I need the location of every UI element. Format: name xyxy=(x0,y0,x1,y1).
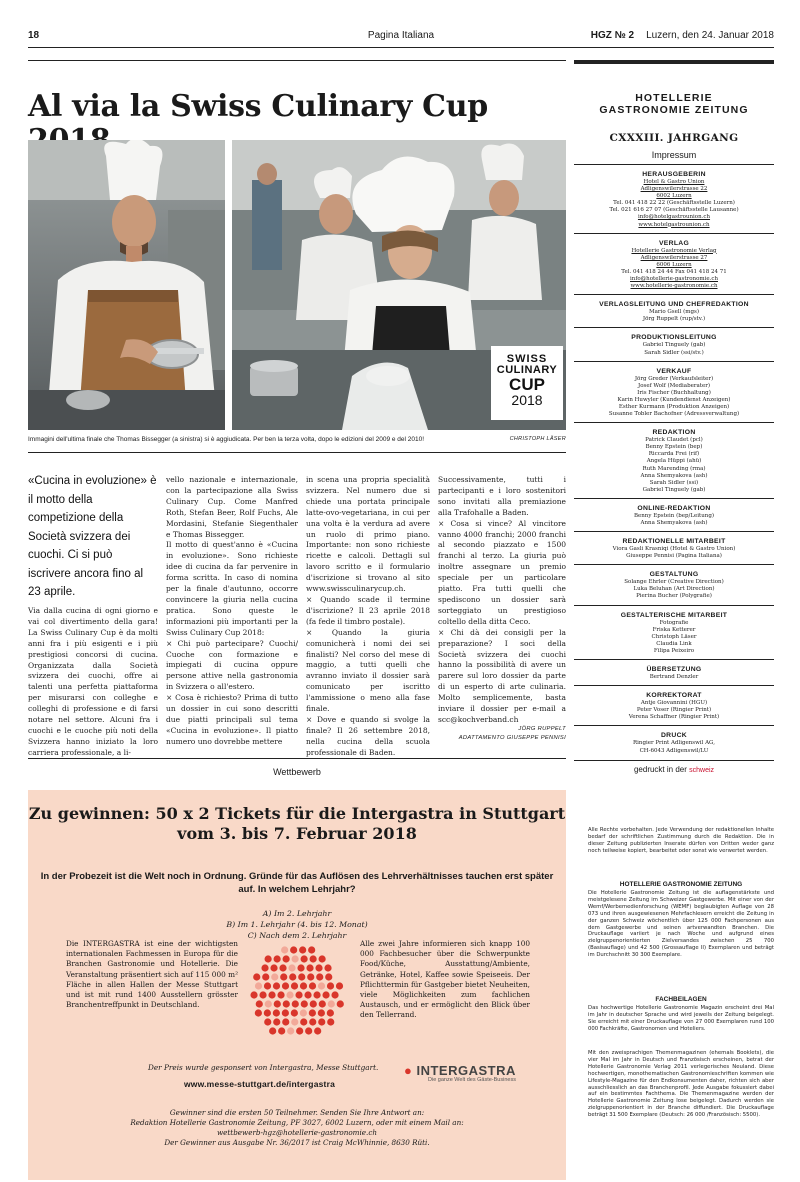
impressum-line: Ruth Marending (rma) xyxy=(642,465,706,472)
contest-label: Wettbewerb xyxy=(273,767,321,777)
globe-dot xyxy=(324,964,331,971)
contest-option-a: A) Im 2. Lehrjahr xyxy=(262,909,332,918)
globe-dot xyxy=(319,1000,326,1007)
hgz-heading: HOTELLERIE GASTRONOMIE ZEITUNG xyxy=(619,881,743,888)
globe-dot xyxy=(261,964,268,971)
globe-dot xyxy=(282,1009,289,1016)
contest-option-b: B) Im 1. Lehrjahr (4. bis 12. Monat) xyxy=(226,920,368,929)
globe-dot xyxy=(307,973,314,980)
header-rule xyxy=(28,47,774,48)
globe-dot xyxy=(319,955,326,962)
impressum-line: Josef Wolf (Mediaberater) xyxy=(637,382,711,389)
globe-dot xyxy=(280,973,287,980)
globe-dot xyxy=(255,982,262,989)
impressum-line: Claudia Link xyxy=(656,640,692,647)
globe-dot xyxy=(295,991,302,998)
contest-top-rule xyxy=(28,758,566,759)
impressum-line: Gabriel Tinguely (gab) xyxy=(642,342,706,349)
impressum-line: Verena Schaffner (Ringier Print) xyxy=(628,714,720,721)
impressum-line[interactable]: www.hotelgastrounion.ch xyxy=(638,221,710,228)
globe-dot xyxy=(282,982,289,989)
globe-dot xyxy=(255,1009,262,1016)
contest-title: Zu gewinnen: 50 x 2 Tickets für die Intergastra in Stuttgart vom 3. bis 7. Februar 2018 xyxy=(28,804,566,843)
intergastra-mark-icon: ● xyxy=(404,1063,413,1078)
impressum-line: Tel. 041 418 22 22 (Geschäftsstelle Luzern) xyxy=(613,200,735,207)
chef-photo-left xyxy=(28,140,225,430)
impressum-line[interactable]: www.hotellerie-gastronomie.ch xyxy=(630,283,718,290)
impressum-section-title: GESTALTERISCHE MITARBEIT xyxy=(620,611,728,619)
globe-dot xyxy=(286,991,293,998)
globe-dot xyxy=(274,1000,281,1007)
impressum-line: Tel. 041 418 24 44 Fax 041 418 24 71 xyxy=(621,268,727,275)
globe-dot xyxy=(327,1009,334,1016)
impressum-section-title: REDAKTIONELLE MITARBEIT xyxy=(622,538,726,546)
globe-dot xyxy=(271,973,278,980)
globe-dot xyxy=(318,982,325,989)
intergastra-logo xyxy=(404,1063,544,1083)
globe-dot xyxy=(308,946,315,953)
impressum-line: Peter Voser (Ringier Print) xyxy=(636,707,712,714)
impressum-line: Benny Epstein (bep) xyxy=(645,444,703,451)
masthead: HOTELLERIE GASTRONOMIE ZEITUNG xyxy=(599,92,749,116)
globe-dot xyxy=(304,991,311,998)
section-name: Pagina Italiana xyxy=(367,30,435,41)
intergastra-wordmark: ● INTERGASTRA xyxy=(404,1063,516,1078)
globe-dot xyxy=(336,982,343,989)
impressum-section-title: REDAKTION xyxy=(652,429,696,437)
globe-dot xyxy=(281,946,288,953)
impressum-line: Benny Epstein (bep/Leitung) xyxy=(633,512,715,519)
hgz-text: Die Hotellerie Gastronomie Zeitung ist die auflagenstärkste und meistgelesene Zeitung im Schweizer Gastgewerbe. Mit einer von der Wemf/Werbemedienforschung (WEMF) beglaubigten Auflage von 28 073 und ihren ausgewiesenen Mehrfachlesern erreicht die Zeitung in der ganzen Schweiz wöchentlich über 125 000 Fachpersonen aus dem Gastgewerbe und seinen artverwandten Branchen. Die Druckauflage variiert je nach Woche und aufgrund eines zielgruppenorientierten Zielversandes zwischen 25 700 (Basisauflage) und 42 500 (Grossauflage II) Exemplaren und beträgt im Durchschnitt 30 300 Exemplare. xyxy=(588,890,774,959)
globe-dot xyxy=(297,964,304,971)
page-number: 18 xyxy=(28,30,40,41)
page-header xyxy=(28,30,774,46)
globe-dot xyxy=(289,973,296,980)
globe-dot xyxy=(327,982,334,989)
globe-dot xyxy=(283,1000,290,1007)
globe-dot xyxy=(269,1027,276,1034)
impressum-section-title: ÜBERSETZUNG xyxy=(646,666,702,674)
contest-question: In der Probezeit ist die Welt noch in Ordnung. Gründe für das Auflösen des Lehrverhältnisses tauchen erst später auf. In welchem Lehrjahr? xyxy=(40,871,554,895)
tomato-globe-graphic xyxy=(245,935,350,1055)
globe-dot xyxy=(288,964,295,971)
article-title: Al via la Swiss Culinary Cup xyxy=(28,89,488,124)
globe-dot xyxy=(262,973,269,980)
impressum-line: Sarah Sidler (ssi) xyxy=(649,479,699,486)
impressum-line: Esther Kurmann (Produktion Anzeigen) xyxy=(618,403,730,410)
globe-dot xyxy=(310,955,317,962)
impressum-line: Tel. 021 616 27 07 (Geschäftsstelle Lausanne) xyxy=(609,207,739,214)
contest-url[interactable]: www.messe-stuttgart.de/intergastra xyxy=(184,1079,336,1089)
globe-dot xyxy=(300,1009,307,1016)
globe-dot xyxy=(291,1009,298,1016)
impressum-line: Christoph Läser xyxy=(651,633,697,640)
impressum-line: Riccarda Frei (rif) xyxy=(648,451,700,458)
globe-dot xyxy=(291,982,298,989)
globe-dot xyxy=(318,1009,325,1016)
globe-dot xyxy=(259,991,266,998)
issue-info xyxy=(591,30,774,41)
impressum-sidebar xyxy=(574,92,774,774)
winners-line-2: Redaktion Hotellerie Gastronomie Zeitung, PF 3027, 6002 Luzern, oder mit einem Mail an: xyxy=(130,1118,464,1127)
photo-credit: CHRISTOPH LÄSER xyxy=(509,436,566,442)
article-lead: «Cucina in evoluzione» è il motto della competizione della Società svizzera dei cuochi. Ci si può iscrivere ancora fino al 23 aprile. xyxy=(28,475,157,598)
globe-dot xyxy=(253,973,260,980)
globe-dot xyxy=(277,991,284,998)
globe-dot xyxy=(264,1009,271,1016)
impressum-line: Solange Ehrler (Creative Direction) xyxy=(624,579,724,586)
impressum-line: Adligenswilerstrasse 27 xyxy=(640,254,708,261)
impressum-line: CH-6043 Adligenswil/LU xyxy=(639,747,709,754)
impressum-line: Patrick Claudet (pcl) xyxy=(645,437,703,444)
winners-line-3: wettbewerb-hgz@hotellerie-gastronomie.ch xyxy=(217,1128,377,1137)
impressum-section-title: VERKAUF xyxy=(656,367,692,375)
impressum-line: Ringier Print Adligenswil AG, xyxy=(633,740,715,747)
globe-dot xyxy=(309,1018,316,1025)
impressum-line: Karin Huwyler (Kundendienst Anzeigen) xyxy=(617,396,731,403)
issue-number: HGZ № 2 xyxy=(590,30,635,41)
fachbeilagen-text-2: Mit den zweisprachigen Themenmagazinen (ehemals Booklets), die vier Mal im Jahr in Deutsch und Französisch erscheinen, betrat der Hotellerie Gastronomie Verlag 2011 verlegerisches Neuland. Diese hochwertigen, monothematischen Gastronomieschriften kommen wie Lifestyle-Magazine für den Endkonsumenten daher, richten sich aber ausschliesslich an das Branchenprofil. Jede Ausgabe fokussiert dabei auf ein bestimmtes Fachthema. Die Themenmagazine werden der Hotellerie Gastronomie Zeitung lose beigelegt. Dadurch werden sie zielgruppenorientiert in der Branche diffundiert. Die Druckauflage beträgt 31 500 Exemplare (Deutsch: 26 000 /Französisch: 5500). xyxy=(588,1050,774,1119)
chef-photo-right xyxy=(232,140,566,430)
tomato-globe-icon xyxy=(245,935,350,1055)
globe-dot xyxy=(300,1018,307,1025)
impressum-line: Anna Shemyakova (ash) xyxy=(640,520,708,526)
globe-dot xyxy=(328,1000,335,1007)
impressum-line: Iris Fischer (Buchhaltung) xyxy=(637,389,711,396)
impressum-section-title: GESTALTUNG xyxy=(649,571,699,579)
globe-dot xyxy=(273,982,280,989)
globe-dot xyxy=(274,955,281,962)
globe-dot xyxy=(314,1027,321,1034)
impressum-line: Filipa Peixeiro xyxy=(653,647,695,654)
globe-dot xyxy=(292,955,299,962)
impressum-line[interactable]: info@hotellerie-gastronomie.ch xyxy=(630,276,718,283)
impressum-section-title: PRODUKTIONSLEITUNG xyxy=(631,334,717,342)
impressum-line: Mario Gsell (mgs) xyxy=(649,309,699,316)
globe-dot xyxy=(318,1018,325,1025)
impressum-line: Friska Ketterer xyxy=(652,626,696,633)
impressum-line: Angela Hüppi (ahü) xyxy=(646,458,702,465)
globe-dot xyxy=(296,1027,303,1034)
globe-dot xyxy=(301,955,308,962)
globe-dot xyxy=(299,946,306,953)
globe-dot xyxy=(273,1009,280,1016)
fachbeilagen-heading: FACHBEILAGEN xyxy=(655,996,707,1003)
globe-dot xyxy=(331,991,338,998)
impressum-line: Hotellerie Gastronomie Verlag xyxy=(631,247,717,254)
article-column-1: Via dalla cucina di ogni giorno e vai col divertimento della gara! La Swiss Culinary Cup è da molti anni fra i più esigenti e i più prestigiosi concorsi di cucina. Organizzata dalla Società svizzera dei cuochi, offre ai talenti una perfetta piattaforma per misurarsi con colleghe e colleghi di professione e di farsi notare nel settore. Alcuni fra i cuochi e le cuoche più noti della Svizzera hanno iniziato la loro carriera professionale, a li- xyxy=(28,606,158,757)
globe-dot xyxy=(250,991,257,998)
impressum-line: Luka Beluhan (Art Direction) xyxy=(633,586,715,593)
impressum-heading: Impressum xyxy=(651,150,697,160)
impressum-line: Jörg Ruppelt (rup/stv.) xyxy=(642,316,706,323)
impressum-line: Pierina Bucher (Polygrafie) xyxy=(636,593,712,600)
globe-dot xyxy=(279,964,286,971)
globe-dot xyxy=(310,1000,317,1007)
globe-dot xyxy=(313,991,320,998)
intergastra-tagline: Die ganze Welt des Gäste-Business xyxy=(428,1077,516,1083)
impressum-section-title: DRUCK xyxy=(660,732,688,740)
globe-dot xyxy=(327,1018,334,1025)
impressum-line: Anna Shemyakova (ash) xyxy=(640,472,708,479)
author-byline: JÖRG RUPPELT xyxy=(518,726,566,732)
globe-dot xyxy=(270,964,277,971)
globe-dot xyxy=(273,1018,280,1025)
globe-dot xyxy=(316,973,323,980)
globe-dot xyxy=(305,1027,312,1034)
impressum-line: 6002 Luzern xyxy=(656,193,692,200)
impressum-line: Viora Gasli Krasniqi (Hotel & Gastro Union) xyxy=(612,546,736,553)
globe-dot xyxy=(309,982,316,989)
globe-dot xyxy=(292,1000,299,1007)
impressum-line: Sarah Sidler (ssi/stv.) xyxy=(644,349,704,356)
article-top-rule xyxy=(28,60,566,61)
globe-dot xyxy=(268,991,275,998)
dateline: Luzern, den 24. Januar 2018 xyxy=(646,30,774,41)
globe-dot xyxy=(325,973,332,980)
contest-winners xyxy=(28,1108,566,1148)
impressum-line: Fotografie xyxy=(659,619,689,626)
printed-in-switzerland: gedruckt in der schweiz xyxy=(633,764,715,774)
impressum-line[interactable]: info@hotelgastrounion.ch xyxy=(637,214,711,221)
contest-sponsor: Der Preis wurde gesponsert von Intergastra, Messe Stuttgart. xyxy=(148,1063,379,1072)
impressum-section-title: VERLAG xyxy=(658,239,690,247)
globe-dot xyxy=(256,1000,263,1007)
article-column-3: in scena una propria specialità svizzera. Nel numero due si chiede una portata principale latte-ovo-vegetariana, in cui per una volta è la verdura ad avere un ruolo di primo piano. Importante: non sono richieste ricette e calcoli. Dettagli sul lavoro scritto e il formulario d'iscrizione si trovano al sito www.swissculinarycup.ch. × Quando scade il termine d'iscrizione? Il 23 aprile 2018 (fa fede il timbro postale). × Quando la giuria comunicherà i nomi dei sei finalisti? Nel corso del mese di maggio, a tutti quelli che avranno inviato il dossier sarà comunicato per iscritto l'ammissione o meno alla fase finale. × Dove e quando si svolge la finale? Il 26 settembre 2018, nella cucina della scuola professionale di Baden. xyxy=(306,475,430,757)
sidebar-top-rule xyxy=(574,60,774,64)
fachbeilagen-text-1: Das hochwertige Hotellerie Gastronomie Magazin erscheint drei Mal im Jahr in deutscher Sprache und wird jeweils der Zeitung beigelegt. Sie erreicht mit einer Druckauflage von 27 000 Exemplaren rund 100 000 Fachkräfte, Gastronomen und Hoteliers. xyxy=(588,1005,774,1032)
photo-caption: Immagini dell'ultima finale che Thomas Bissegger (a sinistra) si è aggiudicata. Per ben la terza volta, dopo le edizioni del 2009 e del 2010! xyxy=(28,436,425,443)
impressum-section-title: ONLINE-REDAKTION xyxy=(637,504,711,512)
impressum-line: Giuseppe Pennisi (Pagina Italiana) xyxy=(626,553,722,560)
globe-dot xyxy=(306,964,313,971)
caption-rule xyxy=(28,452,566,453)
contest-option-c: C) Nach dem 2. Lehrjahr xyxy=(247,931,347,940)
globe-dot xyxy=(264,982,271,989)
globe-dot xyxy=(322,991,329,998)
contest-text-right: Alle zwei Jahre informieren sich knapp 100 000 Fachbesucher über die Schwerpunkte Food/Küche, Ausstattung/Ambiente, Getränke, Hotel, Kaffee sowie Speiseeis. Der Pflichttermin für Gastgeber bietet Neuheiten, viele Möglichkeiten zum fachlichen Austausch, und er ermöglicht den Blick über den Tellerrand. xyxy=(360,939,530,1020)
impressum-sections xyxy=(574,171,774,755)
globe-dot xyxy=(337,1000,344,1007)
impressum-line: Susanne Tobler Bachofner (Adressverwaltung) xyxy=(608,411,740,418)
globe-dot xyxy=(291,1018,298,1025)
impressum-line: Bertrand Denzler xyxy=(649,674,699,681)
impressum-section-title: HERAUSGEBERIN xyxy=(642,171,706,178)
rights-notice: Alle Rechte vorbehalten. Jede Verwendung der redaktionellen Inhalte bedarf der schriftlichen Zustimmung durch die Redaktion. Die in dieser Zeitung publizierten Inserate dürfen von Dritten weder ganz noch teilweise kopiert, bearbeitet oder sonst wie verwertet werden. xyxy=(588,827,774,854)
globe-dot xyxy=(287,1027,294,1034)
impressum-line: Gabriel Tinguely (gab) xyxy=(642,486,706,493)
article-column-4: Successivamente, tutti i partecipanti e i loro sostenitori sono invitati alla premiazione alla Trafohalle a Baden. × Cosa si vince? Al vincitore vanno 4000 franchi; 2000 franchi al secondo piazzato e 1500 franchi al terzo. La giuria può inoltre assegnare un premio speciale per un particolare piatto. Fra tutti quelli che spediscono un dossier sarà sorteggiato un prestigioso coltello della ditta Ceco. × Chi dà dei consigli per la preparazione? I soci della Società svizzera dei cuochi hanno la possibilità di avere un parere sul loro dossier da parte di un esperto di arte culinaria. Molto semplicemente, basta inviare il dossier per e-mail a scc@kochverband.ch xyxy=(438,475,566,724)
winners-line-1: Gewinner sind die ersten 50 Teilnehmer. Senden Sie Ihre Antwort an: xyxy=(169,1108,425,1117)
globe-dot xyxy=(278,1027,285,1034)
globe-dot xyxy=(300,982,307,989)
impressum-line: Adligenswilerstrasse 22 xyxy=(640,186,708,193)
impressum-section-title: VERLAGSLEITUNG UND CHEFREDAKTION xyxy=(599,301,749,309)
translator-byline: ADATTAMENTO GIUSEPPE PENNISI xyxy=(458,735,566,741)
globe-dot xyxy=(309,1009,316,1016)
article-column-2: vello nazionale e internazionale, con la partecipazione alla Swiss Culinary Cup. Come Manfred Roth, Stefan Beer, Rolf Fuchs, Ale Mordasini, Stefanie Siegenthaler e Thomas Bissegger. Il motto di quest'anno è «Cucina in evoluzione». Sono richieste idee di cucina da far pervenire in forma scritta. In caso di nomina per la finale d'autunno, occorre convincere la giuria nella cucina pratica. Sono queste le informazioni più importanti per la Swiss Culinary Cup 2018: × Chi può partecipare? Cuochi/ Cuoche con formazione e impiegati di cucina oppure persone attive nella gastronomia in Svizzera o all'estero. × Cosa è richiesto? Prima di tutto un dossier in cui sono descritti due piatti principali sul tema «Cucina in evoluzione». Il piatto numero uno dovrebbe mettere xyxy=(166,475,298,746)
globe-dot xyxy=(301,1000,308,1007)
jahrgang: CXXXIII. JAHRGANG xyxy=(609,132,739,144)
impressum-line: Jörg Greder (Verkaufsleiter) xyxy=(634,375,714,382)
swiss-culinary-cup-logo: SWISS CULINARY CUP 2018 xyxy=(491,346,563,420)
globe-dot xyxy=(264,1018,271,1025)
globe-dot xyxy=(298,973,305,980)
globe-dot xyxy=(290,946,297,953)
contest-text-left: Die INTERGASTRA ist eine der wichtigsten internationalen Fachmessen in Europa für die Branchen Gastronomie und Hotellerie. Die Veranstaltung präsentiert sich auf 115 000 m² Fläche in allen Hallen der Messe Stuttgart und ist mit rund 1400 Ausstellern grösster Branchentreffpunkt in Deutschland. xyxy=(66,939,238,1010)
globe-dot xyxy=(265,955,272,962)
schweiz-label: schweiz xyxy=(689,766,715,774)
globe-dot xyxy=(265,1000,272,1007)
impressum-section-title: KORREKTORAT xyxy=(646,692,702,700)
impressum-line: Antje Giovannini (HGU) xyxy=(640,700,708,707)
chef-illustration-left xyxy=(28,140,225,430)
globe-dot xyxy=(315,964,322,971)
impressum-line: Hotel & Gastro Union xyxy=(643,179,705,185)
winners-line-4: Der Gewinner aus Ausgabe Nr. 36/2017 ist Craig McWhinnie, 8630 Rüti. xyxy=(164,1138,430,1147)
globe-dot xyxy=(283,955,290,962)
impressum-line: 6006 Luzern xyxy=(656,261,692,268)
globe-dot xyxy=(282,1018,289,1025)
